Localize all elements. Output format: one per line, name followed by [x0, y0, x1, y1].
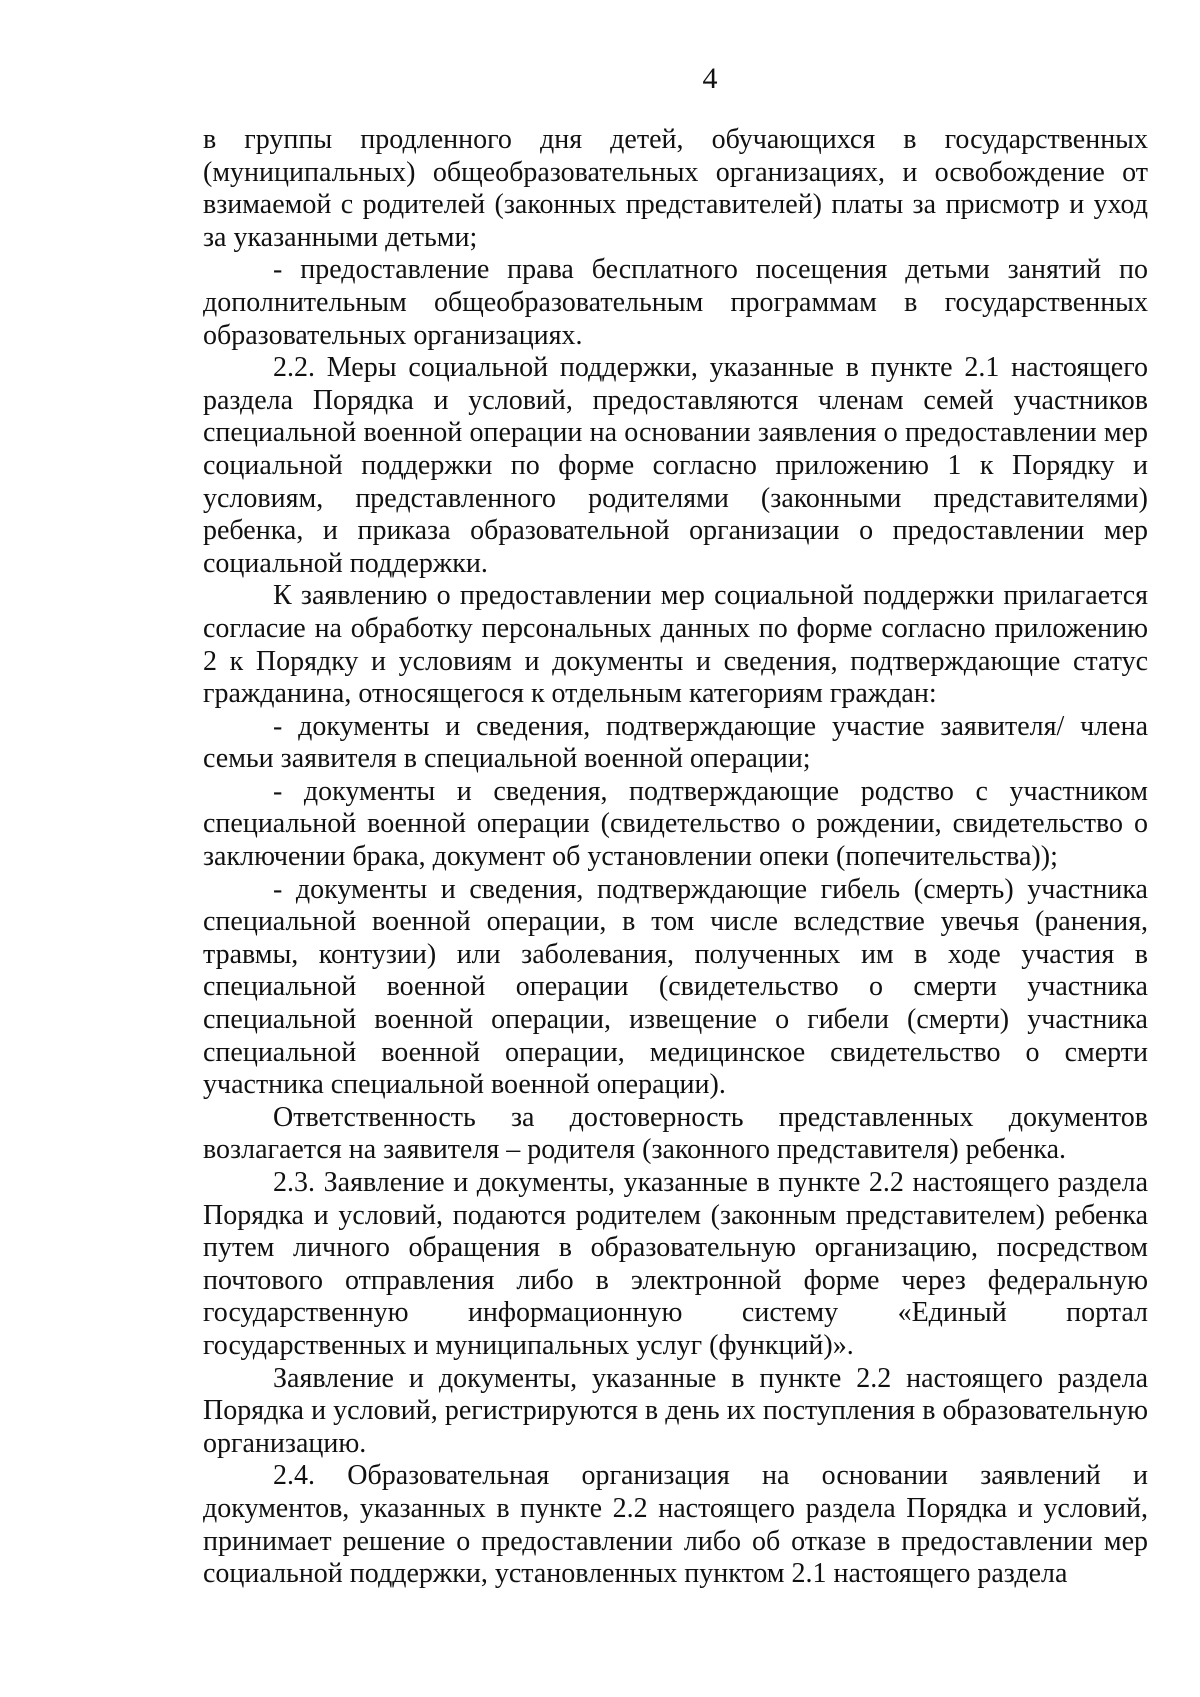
page-number: 4: [702, 62, 718, 95]
document-body: [203, 124, 1148, 1591]
paragraph-registration: Заявление и документы, указанные в пункте 2.2 настоящего раздела Порядка и условий, регистрируются в день их поступления в образовательную организацию.: [203, 1362, 1148, 1459]
paragraph-list-item: - предоставление права бесплатного посещения детьми занятий по дополнительным общеобразовательным программам в государственных образовательных организациях.: [203, 254, 1148, 351]
paragraph-list-item: - документы и сведения, подтверждающие родство с участником специальной военной операции (свидетельство о рождении, свидетельство о заключении брака, документ об установлении опеки (попечительства));: [203, 775, 1148, 873]
paragraph-clause-2-4: 2.4. Образовательная организация на основании заявлений и документов, указанных в пункте 2.2 настоящего раздела Порядка и условий, принимает решение о предоставлении либо об отказе в предоставлении мер социальной поддержки, установленных пунктом 2.1 настоящего раздела: [203, 1460, 1148, 1590]
paragraph-responsibility: Ответственность за достоверность представленных документов возлагается на заявителя – родителя (законного представителя) ребенка.: [203, 1101, 1148, 1166]
paragraph-list-item: - документы и сведения, подтверждающие участие заявителя/ члена семьи заявителя в специальной военной операции;: [203, 710, 1148, 775]
paragraph-attachments: К заявлению о предоставлении мер социальной поддержки прилагается согласие на обработку персональных данных по форме согласно приложению 2 к Порядку и условиям и документы и сведения, подтверждающие статус гражданина, относящегося к отдельным категориям граждан:: [203, 580, 1148, 710]
paragraph-continuation: в группы продленного дня детей, обучающихся в государственных (муниципальных) общеобразовательных организациях, и освобождение от взимаемой с родителей (законных представителей) платы за присмотр и уход за указанными детьми;: [203, 124, 1148, 253]
paragraph-clause-2-3: 2.3. Заявление и документы, указанные в пункте 2.2 настоящего раздела Порядка и условий, подаются родителем (законным представителем) ребенка путем личного обращения в образовательную организацию, посредством почтового отправления либо в электронной форме через федеральную государственную информационную систему «Единый портал государственных и муниципальных услуг (функций)».: [203, 1167, 1148, 1361]
paragraph-clause-2-2: 2.2. Меры социальной поддержки, указанные в пункте 2.1 настоящего раздела Порядка и условий, предоставляются членам семей участников специальной военной операции на основании заявления о предоставлении мер социальной поддержки по форме согласно приложению 1 к Порядку и условиям, представленного родителями (законными представителями) ребенка, и приказа образовательной организации о предоставлении мер социальной поддержки.: [203, 352, 1148, 579]
paragraph-list-item: - документы и сведения, подтверждающие гибель (смерть) участника специальной военной операции, в том числе вследствие увечья (ранения, травмы, контузии) или заболевания, полученных им в ходе участия в специальной военной операции (свидетельство о смерти участника специальной военной операции, извещение о гибели (смерти) участника специальной военной операции, медицинское свидетельство о смерти участника специальной военной операции).: [203, 873, 1148, 1101]
